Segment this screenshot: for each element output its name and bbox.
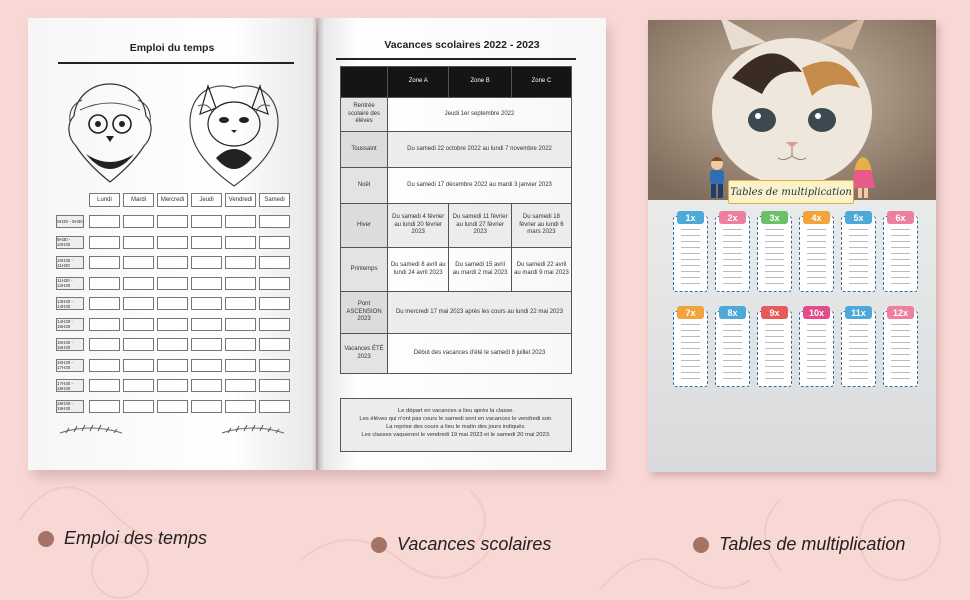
timetable-cell bbox=[259, 236, 290, 249]
table-line bbox=[765, 235, 784, 236]
day-header: Jeudi bbox=[191, 193, 222, 207]
table-line bbox=[849, 259, 868, 260]
table-line bbox=[681, 235, 700, 236]
timetable-cell bbox=[89, 338, 120, 351]
table-line bbox=[891, 235, 910, 236]
table-line bbox=[807, 253, 826, 254]
table-line bbox=[681, 360, 700, 361]
time-slot-label: 18H30 - 19H30 bbox=[56, 400, 84, 413]
table-line bbox=[723, 372, 742, 373]
table-number-label: 8x bbox=[719, 306, 746, 319]
timetable-cell bbox=[157, 236, 188, 249]
table-line bbox=[849, 378, 868, 379]
table-line bbox=[807, 330, 826, 331]
zone-dates: Du samedi 11 février au lundi 27 février 2023 bbox=[449, 204, 511, 248]
table-line bbox=[891, 360, 910, 361]
table-line bbox=[807, 265, 826, 266]
table-line bbox=[849, 360, 868, 361]
time-slot-label: 17H30 - 18H30 bbox=[56, 379, 84, 392]
period-label: Printemps bbox=[341, 248, 388, 292]
timetable-cell bbox=[191, 297, 222, 310]
zone-dates: Du samedi 8 avril au lundi 24 avril 2023 bbox=[388, 248, 449, 292]
table-line bbox=[681, 271, 700, 272]
time-slot-label: 9H30 - 10H30 bbox=[56, 236, 84, 249]
table-number-label: 4x bbox=[803, 211, 830, 224]
zone-b-header: Zone B bbox=[449, 67, 511, 98]
table-line bbox=[765, 348, 784, 349]
multiplication-cover bbox=[648, 20, 936, 472]
bullet-icon bbox=[693, 537, 709, 553]
caption-text: Tables de multiplication bbox=[719, 534, 906, 554]
timetable-cell bbox=[225, 297, 256, 310]
timetable-cell bbox=[123, 256, 154, 269]
table-line bbox=[765, 336, 784, 337]
table-line bbox=[765, 330, 784, 331]
table-line bbox=[807, 241, 826, 242]
caption-text: Vacances scolaires bbox=[397, 534, 552, 554]
vacances-row bbox=[341, 204, 572, 248]
table-line bbox=[849, 342, 868, 343]
timetable-cell bbox=[157, 359, 188, 372]
multiplication-table-card bbox=[841, 307, 876, 387]
zone-dates: Du samedi 15 avril au mardi 2 mai 2023 bbox=[449, 248, 511, 292]
timetable-cell bbox=[157, 379, 188, 392]
table-line bbox=[681, 247, 700, 248]
table-line bbox=[849, 265, 868, 266]
table-line bbox=[681, 354, 700, 355]
table-line bbox=[849, 241, 868, 242]
table-line bbox=[891, 354, 910, 355]
table-line bbox=[807, 360, 826, 361]
table-line bbox=[765, 271, 784, 272]
table-line bbox=[681, 342, 700, 343]
table-line bbox=[891, 253, 910, 254]
timetable-cell bbox=[123, 338, 154, 351]
period-label: Pont ASCENSION 2023 bbox=[341, 292, 388, 334]
timetable-cell bbox=[225, 318, 256, 331]
right-page bbox=[318, 18, 606, 470]
table-line bbox=[723, 354, 742, 355]
table-line bbox=[681, 265, 700, 266]
timetable-cell bbox=[157, 400, 188, 413]
time-slot-label: 11H30 - 12H30 bbox=[56, 277, 84, 290]
timetable-cell bbox=[89, 256, 120, 269]
table-line bbox=[765, 283, 784, 284]
table-line bbox=[723, 235, 742, 236]
table-line bbox=[765, 360, 784, 361]
table-line bbox=[849, 253, 868, 254]
bullet-icon bbox=[371, 537, 387, 553]
period-dates: Jeudi 1er septembre 2022 bbox=[388, 98, 572, 132]
multiplication-table-card bbox=[799, 307, 834, 387]
table-line bbox=[849, 336, 868, 337]
booklet-gutter bbox=[312, 18, 324, 470]
table-line bbox=[765, 372, 784, 373]
table-line bbox=[723, 360, 742, 361]
title-rule bbox=[58, 62, 294, 64]
title-rule bbox=[336, 58, 576, 60]
table-number-label: 3x bbox=[761, 211, 788, 224]
table-line bbox=[681, 336, 700, 337]
table-line bbox=[723, 271, 742, 272]
table-number-label: 6x bbox=[887, 211, 914, 224]
table-line bbox=[765, 265, 784, 266]
table-line bbox=[807, 366, 826, 367]
timetable-cell bbox=[123, 236, 154, 249]
timetable-cell bbox=[225, 379, 256, 392]
period-label: Vacances ÉTÉ 2023 bbox=[341, 334, 388, 374]
timetable-cell bbox=[259, 379, 290, 392]
timetable-cell bbox=[89, 379, 120, 392]
table-line bbox=[723, 330, 742, 331]
timetable-cell bbox=[123, 297, 154, 310]
multiplication-table-card bbox=[883, 307, 918, 387]
table-line bbox=[765, 229, 784, 230]
timetable-cell bbox=[123, 359, 154, 372]
table-line bbox=[723, 348, 742, 349]
vacances-row bbox=[341, 248, 572, 292]
vacances-title: Vacances scolaires 2022 - 2023 bbox=[384, 39, 540, 51]
timetable-cell bbox=[89, 359, 120, 372]
table-number-label: 2x bbox=[719, 211, 746, 224]
table-line bbox=[849, 247, 868, 248]
table-line bbox=[891, 324, 910, 325]
timetable-cell bbox=[225, 236, 256, 249]
caption-emploi bbox=[38, 528, 207, 549]
table-line bbox=[891, 342, 910, 343]
table-line bbox=[849, 366, 868, 367]
timetable-cell bbox=[89, 277, 120, 290]
period-label: Hiver bbox=[341, 204, 388, 248]
table-line bbox=[681, 366, 700, 367]
period-dates: Du mercredi 17 mai 2023 après les cours au lundi 22 mai 2023 bbox=[388, 292, 572, 334]
table-line bbox=[765, 241, 784, 242]
time-slot-label: 13H30 - 14H30 bbox=[56, 297, 84, 310]
caption-tables bbox=[693, 534, 905, 555]
cover-title-banner: Tables de multiplication bbox=[728, 180, 854, 204]
table-number-label: 12x bbox=[887, 306, 914, 319]
table-line bbox=[891, 265, 910, 266]
timetable-cell bbox=[259, 318, 290, 331]
table-number-label: 11x bbox=[845, 306, 872, 319]
table-number-label: 9x bbox=[761, 306, 788, 319]
table-line bbox=[723, 378, 742, 379]
table-line bbox=[723, 247, 742, 248]
table-line bbox=[807, 378, 826, 379]
table-line bbox=[849, 348, 868, 349]
time-slot-label: 16H30 - 17H30 bbox=[56, 359, 84, 372]
table-line bbox=[849, 324, 868, 325]
table-line bbox=[681, 348, 700, 349]
timetable-cell bbox=[89, 318, 120, 331]
table-line bbox=[891, 283, 910, 284]
table-line bbox=[849, 372, 868, 373]
table-line bbox=[723, 342, 742, 343]
table-line bbox=[807, 259, 826, 260]
timetable-cell bbox=[191, 318, 222, 331]
corner-header bbox=[341, 67, 388, 98]
vacances-row bbox=[341, 168, 572, 204]
vacances-row bbox=[341, 292, 572, 334]
timetable-cell bbox=[157, 215, 188, 228]
timetable-cell bbox=[157, 297, 188, 310]
timetable-cell bbox=[123, 400, 154, 413]
timetable-cell bbox=[157, 277, 188, 290]
table-line bbox=[849, 330, 868, 331]
timetable-cell bbox=[259, 400, 290, 413]
table-line bbox=[723, 229, 742, 230]
timetable-cell bbox=[157, 318, 188, 331]
period-label: Rentrée scolaire des élèves bbox=[341, 98, 388, 132]
kitten-photo bbox=[648, 20, 936, 200]
timetable-cell bbox=[191, 236, 222, 249]
day-header: Lundi bbox=[89, 193, 120, 207]
table-line bbox=[891, 378, 910, 379]
caption-vacances bbox=[371, 534, 551, 555]
time-slot-label: 8H30 - 9H30 bbox=[56, 215, 84, 228]
period-dates: Du samedi 22 octobre 2022 au lundi 7 novembre 2022 bbox=[388, 132, 572, 168]
table-line bbox=[723, 283, 742, 284]
timetable-cell bbox=[225, 338, 256, 351]
table-line bbox=[681, 229, 700, 230]
table-line bbox=[681, 259, 700, 260]
timetable-cell bbox=[89, 236, 120, 249]
day-header: Mardi bbox=[123, 193, 154, 207]
timetable-cell bbox=[89, 400, 120, 413]
timetable-cell bbox=[123, 277, 154, 290]
table-line bbox=[765, 277, 784, 278]
timetable-cell bbox=[225, 277, 256, 290]
table-line bbox=[681, 378, 700, 379]
timetable-cell bbox=[225, 215, 256, 228]
table-line bbox=[681, 372, 700, 373]
timetable-cell bbox=[225, 256, 256, 269]
table-line bbox=[891, 247, 910, 248]
table-line bbox=[723, 324, 742, 325]
table-line bbox=[765, 378, 784, 379]
table-line bbox=[807, 336, 826, 337]
table-line bbox=[723, 241, 742, 242]
zone-c-header: Zone C bbox=[511, 67, 571, 98]
table-line bbox=[681, 283, 700, 284]
multiplication-table-card bbox=[799, 212, 834, 292]
table-line bbox=[849, 235, 868, 236]
zone-dates: Du samedi 18 février au lundi 6 mars 2023 bbox=[511, 204, 571, 248]
table-line bbox=[849, 229, 868, 230]
vacances-row bbox=[341, 132, 572, 168]
timetable-cell bbox=[191, 400, 222, 413]
table-line bbox=[849, 283, 868, 284]
timetable-cell bbox=[191, 277, 222, 290]
table-line bbox=[807, 348, 826, 349]
table-line bbox=[723, 253, 742, 254]
table-line bbox=[765, 247, 784, 248]
multiplication-table-card bbox=[715, 212, 750, 292]
multiplication-table-card bbox=[757, 307, 792, 387]
table-number-label: 7x bbox=[677, 306, 704, 319]
day-header: Samedi bbox=[259, 193, 290, 207]
table-line bbox=[807, 354, 826, 355]
table-line bbox=[807, 277, 826, 278]
table-line bbox=[891, 372, 910, 373]
zone-dates: Du samedi 22 avril au mardi 9 mai 2023 bbox=[511, 248, 571, 292]
table-line bbox=[807, 342, 826, 343]
left-page bbox=[28, 18, 316, 470]
caption-text: Emploi des temps bbox=[64, 528, 208, 548]
table-line bbox=[891, 229, 910, 230]
timetable-cell bbox=[123, 318, 154, 331]
time-slot-label: 15H30 - 16H30 bbox=[56, 338, 84, 351]
table-line bbox=[849, 354, 868, 355]
vacances-note: Le départ en vacances a lieu après la classe. Les élèves qui n'ont pas cours le samedi sont en vacances le vendredi soir. La reprise des cours a lieu le matin des jours indiqués. Les classes vaqueront le vendredi 19 mai 2023 et le samedi 20 mai 2023. bbox=[340, 398, 572, 452]
zone-a-header: Zone A bbox=[388, 67, 449, 98]
table-line bbox=[681, 324, 700, 325]
table-line bbox=[891, 366, 910, 367]
table-line bbox=[807, 247, 826, 248]
period-dates: Début des vacances d'été le samedi 8 juillet 2023 bbox=[388, 334, 572, 374]
timetable-cell bbox=[259, 297, 290, 310]
table-line bbox=[723, 277, 742, 278]
vacances-row bbox=[341, 98, 572, 132]
time-slot-label: 14H30 - 15H30 bbox=[56, 318, 84, 331]
table-line bbox=[765, 259, 784, 260]
day-header: Mercredi bbox=[157, 193, 188, 207]
table-line bbox=[723, 265, 742, 266]
table-line bbox=[891, 271, 910, 272]
table-line bbox=[807, 229, 826, 230]
table-line bbox=[891, 330, 910, 331]
left-ornament bbox=[58, 424, 124, 440]
timetable-cell bbox=[259, 256, 290, 269]
zone-dates: Du samedi 4 février au lundi 20 février 2023 bbox=[388, 204, 449, 248]
timetable-title: Emploi du temps bbox=[129, 42, 215, 54]
table-line bbox=[807, 324, 826, 325]
timetable-cell bbox=[259, 277, 290, 290]
multiplication-table-card bbox=[673, 212, 708, 292]
timetable-cell bbox=[259, 338, 290, 351]
table-line bbox=[723, 366, 742, 367]
multiplication-table-card bbox=[841, 212, 876, 292]
timetable-cell bbox=[191, 379, 222, 392]
day-header: Vendredi bbox=[225, 193, 256, 207]
timetable-cell bbox=[157, 338, 188, 351]
table-line bbox=[765, 342, 784, 343]
time-slot-label: 10H30 - 11H30 bbox=[56, 256, 84, 269]
timetable-cell bbox=[225, 359, 256, 372]
multiplication-table-card bbox=[757, 212, 792, 292]
table-line bbox=[765, 354, 784, 355]
timetable-cell bbox=[157, 256, 188, 269]
period-label: Noël bbox=[341, 168, 388, 204]
table-line bbox=[681, 330, 700, 331]
bullet-icon bbox=[38, 531, 54, 547]
multiplication-table-card bbox=[673, 307, 708, 387]
table-number-label: 10x bbox=[803, 306, 830, 319]
open-booklet bbox=[28, 18, 606, 470]
table-number-label: 1x bbox=[677, 211, 704, 224]
table-line bbox=[807, 235, 826, 236]
table-line bbox=[765, 324, 784, 325]
timetable-cell bbox=[191, 359, 222, 372]
timetable-cell bbox=[225, 400, 256, 413]
right-ornament bbox=[220, 424, 286, 440]
cat-illustration bbox=[186, 66, 282, 190]
vacances-row bbox=[341, 334, 572, 374]
timetable-cell bbox=[123, 215, 154, 228]
period-dates: Du samedi 17 décembre 2022 au mardi 3 janvier 2023 bbox=[388, 168, 572, 204]
timetable-cell bbox=[259, 215, 290, 228]
table-line bbox=[681, 277, 700, 278]
owl-illustration bbox=[62, 76, 158, 186]
table-line bbox=[681, 253, 700, 254]
table-line bbox=[807, 372, 826, 373]
table-line bbox=[807, 271, 826, 272]
table-line bbox=[723, 336, 742, 337]
timetable-cell bbox=[89, 215, 120, 228]
table-line bbox=[765, 366, 784, 367]
vacances-table bbox=[340, 66, 572, 374]
table-line bbox=[765, 253, 784, 254]
timetable-cell bbox=[259, 359, 290, 372]
timetable-cell bbox=[191, 338, 222, 351]
timetable-cell bbox=[123, 379, 154, 392]
boy-illustration bbox=[704, 156, 730, 202]
table-line bbox=[849, 277, 868, 278]
table-number-label: 5x bbox=[845, 211, 872, 224]
period-label: Toussaint bbox=[341, 132, 388, 168]
multiplication-table-card bbox=[883, 212, 918, 292]
table-line bbox=[849, 271, 868, 272]
table-line bbox=[891, 348, 910, 349]
timetable-cell bbox=[89, 297, 120, 310]
table-line bbox=[681, 241, 700, 242]
table-line bbox=[891, 277, 910, 278]
timetable-cell bbox=[191, 256, 222, 269]
table-line bbox=[891, 259, 910, 260]
multiplication-table-card bbox=[715, 307, 750, 387]
table-line bbox=[723, 259, 742, 260]
timetable-cell bbox=[191, 215, 222, 228]
table-line bbox=[891, 241, 910, 242]
table-line bbox=[807, 283, 826, 284]
table-line bbox=[891, 336, 910, 337]
